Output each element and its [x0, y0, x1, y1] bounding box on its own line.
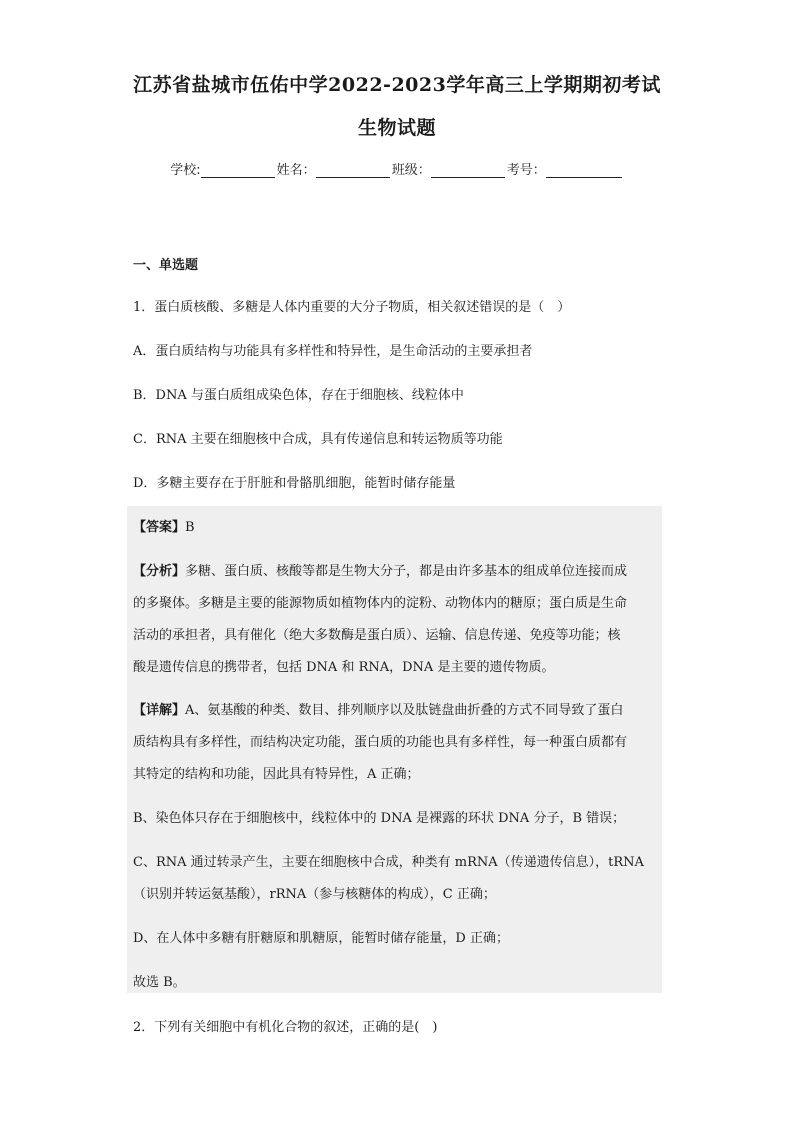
detail-line-8: 故选 B。 [133, 975, 186, 990]
detail-line-1 [133, 699, 655, 718]
analysis-text-1: 多糖、蛋白质、核酸等都是生物大分子，都是由许多基本的组成单位连接而成 [185, 564, 628, 579]
detail-line-4: B、染色体只存在于细胞核中，线粒体中的 DNA 是裸露的环状 DNA 分子，B 错误； [133, 811, 626, 826]
student-info-line [0, 159, 794, 178]
detail-line-2: 质结构具有多样性，而结构决定功能，蛋白质的功能也具有多样性，每一种蛋白质都有 [133, 735, 628, 750]
analysis-line-3: 活动的承担者，具有催化（绝大多数酶是蛋白质）、运输、信息传递、免疫等功能；核 [133, 628, 621, 643]
detail-line-5: C、RNA 通过转录产生，主要在细胞核中合成，种类有 mRNA（传递遗传信息），tRNA [133, 855, 644, 870]
class-label: 班级： [391, 163, 431, 178]
class-field[interactable] [392, 159, 507, 178]
document-title: 江苏省盐城市伍佑中学2022-2023学年高三上学期期初考试 [133, 74, 661, 96]
class-blank[interactable] [431, 163, 505, 178]
analysis-tag: 【分析】 [133, 564, 186, 579]
detail-text-1: A、氨基酸的种类、数目、排列顺序以及肽链盘曲折叠的方式不同导致了蛋白 [185, 703, 624, 718]
detail-line-7: D、在人体中多糖有肝糖原和肌糖原，能暂时储存能量，D 正确； [133, 931, 509, 946]
name-label: 姓名： [276, 163, 316, 178]
answer-line [133, 516, 655, 535]
detail-line-3: 其特定的结构和功能，因此具有特异性，A 正确； [133, 767, 420, 782]
section-heading: 一、单选题 [133, 258, 199, 273]
question-1-option-c: C．RNA 主要在细胞核中合成，具有传递信息和转运物质等功能 [133, 432, 503, 447]
analysis-line-4: 酸是遗传信息的携带者，包括 DNA 和 RNA，DNA 是主要的遗传物质。 [133, 660, 555, 675]
exam-number-field[interactable] [507, 159, 624, 178]
question-2-stem: 2．下列有关细胞中有机化合物的叙述，正确的是( ) [133, 1020, 438, 1035]
school-field[interactable] [170, 159, 276, 178]
name-field[interactable] [277, 159, 392, 178]
question-1-option-b: B．DNA 与蛋白质组成染色体，存在于细胞核、线粒体中 [133, 388, 464, 403]
detail-line-6: （识别并转运氨基酸），rRNA（参与核糖体的构成），C 正确； [133, 887, 496, 902]
exam-number-label: 考号： [506, 163, 546, 178]
detail-tag: 【详解】 [133, 703, 186, 718]
name-blank[interactable] [316, 163, 390, 178]
question-1-option-d: D．多糖主要存在于肝脏和骨骼肌细胞，能暂时储存能量 [133, 476, 456, 491]
answer-value: B [185, 520, 195, 535]
school-blank[interactable] [201, 163, 275, 178]
school-label: 学校: [170, 163, 201, 178]
document-subtitle: 生物试题 [357, 117, 436, 139]
analysis-line-2: 的多聚体。多糖是主要的能源物质如植物体内的淀粉、动物体内的糖原；蛋白质是生命 [133, 596, 628, 611]
question-1-stem: 1．蛋白质核酸、多糖是人体内重要的大分子物质，相关叙述错误的是（ ） [133, 300, 571, 315]
exam-number-blank[interactable] [546, 163, 622, 178]
question-1-option-a: A．蛋白质结构与功能具有多样性和特异性，是生命活动的主要承担者 [133, 344, 533, 359]
answer-tag: 【答案】 [133, 520, 186, 535]
analysis-line-1 [133, 560, 655, 579]
